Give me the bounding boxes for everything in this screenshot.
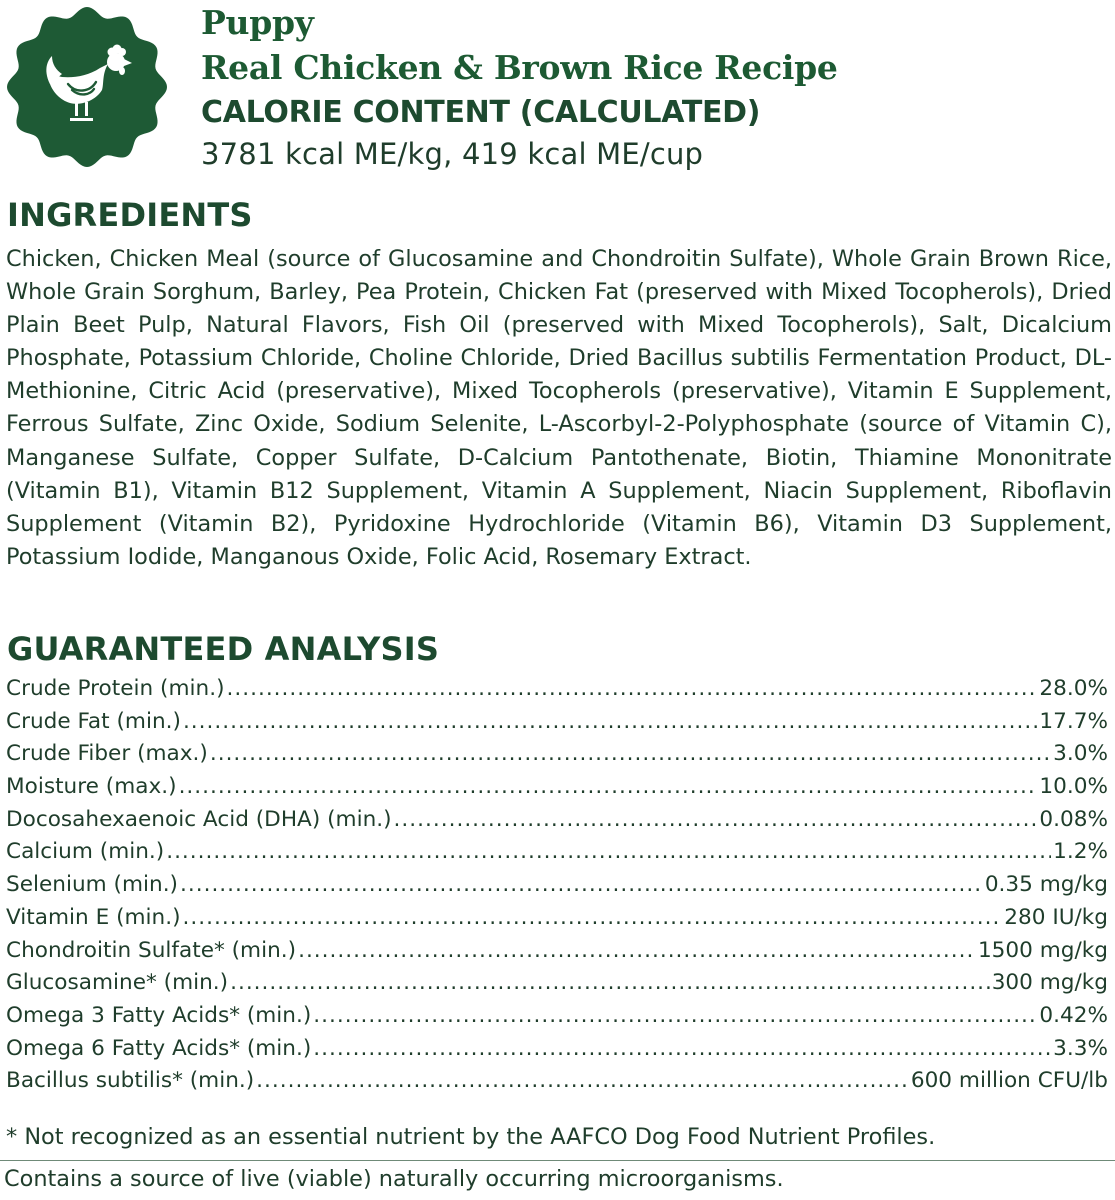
- analysis-table: [6, 676, 1108, 1101]
- dot-leader: [313, 1036, 1051, 1061]
- calorie-heading: CALORIE CONTENT (CALCULATED): [201, 95, 761, 130]
- nutrient-name: Crude Fat (min.): [6, 708, 181, 734]
- nutrient-value: 1.2%: [1053, 839, 1108, 865]
- dot-leader: [183, 905, 1003, 930]
- nutrient-value: 28.0%: [1039, 676, 1108, 701]
- nutrient-name: Omega 6 Fatty Acids* (min.): [6, 1035, 312, 1061]
- nutrient-name: Omega 3 Fatty Acids* (min.): [6, 1002, 312, 1028]
- nutrient-value: 0.35 mg/kg: [984, 872, 1108, 898]
- dot-leader: [230, 970, 990, 995]
- dot-leader: [166, 839, 1051, 864]
- nutrient-value: 280 IU/kg: [1004, 904, 1108, 930]
- analysis-row: [6, 741, 1108, 774]
- dot-leader: [394, 807, 1038, 832]
- nutrient-value: 0.42%: [1039, 1002, 1108, 1028]
- nutrient-value: 17.7%: [1039, 708, 1108, 734]
- analysis-row: [6, 807, 1108, 840]
- microorganisms-note: Contains a source of live (viable) naturally occurring microorganisms.: [4, 1166, 784, 1192]
- dot-leader: [210, 741, 1051, 766]
- footnote: * Not recognized as an essential nutrient by the AAFCO Dog Food Nutrient Profiles.: [6, 1124, 936, 1150]
- nutrient-value: 10.0%: [1039, 774, 1108, 800]
- nutrient-name: Crude Fiber (max.): [6, 741, 208, 767]
- divider: [0, 1160, 1115, 1161]
- dot-leader: [183, 709, 1037, 734]
- dot-leader: [227, 676, 1038, 701]
- calorie-value: 3781 kcal ME/kg, 419 kcal ME/cup: [201, 137, 704, 171]
- nutrient-value: 300 mg/kg: [991, 970, 1108, 996]
- recipe-name: Real Chicken & Brown Rice Recipe: [201, 48, 838, 87]
- dot-leader: [298, 938, 976, 963]
- dot-leader: [256, 1068, 909, 1093]
- nutrient-name: Crude Protein (min.): [6, 676, 225, 701]
- dot-leader: [180, 872, 983, 897]
- dot-leader: [179, 774, 1038, 799]
- analysis-row: [6, 676, 1108, 709]
- analysis-row: [6, 938, 1108, 971]
- nutrient-name: Glucosamine* (min.): [6, 970, 229, 996]
- ingredients-text: Chicken, Chicken Meal (source of Glucosamine and Chondroitin Sulfate), Whole Grain Brown Rice, Whole Grain Sorghum, Barley, Pea Protein, Chicken Fat (preserved with Mixed Tocopherols), Dried Plain Beet Pulp, Natural Flavors, Fish Oil (preserved with Mixed Tocopherols), Salt, Dicalcium Phosphate, Potassium Chloride, Choline Chloride, Dried Bacillus subtilis Fermentation Product, DL-Methionine, Citric Acid (preservative), Mixed Tocopherols (preservative), Vitamin E Supplement, Ferrous Sulfate, Zinc Oxide, Sodium Selenite, L-Ascorbyl-2-Polyphosphate (source of Vitamin C), Manganese Sulfate, Copper Sulfate, D-Calcium Pantothenate, Biotin, Thiamine Mononitrate (Vitamin B1), Vitamin B12 Supplement, Vitamin A Supplement, Niacin Supplement, Riboflavin Supplement (Vitamin B2), Pyridoxine Hydrochloride (Vitamin B6), Vitamin D3 Supplement, Potassium Iodide, Manganous Oxide, Folic Acid, Rosemary Extract.: [6, 246, 1112, 570]
- analysis-row: [6, 872, 1108, 905]
- product-header: [201, 0, 1101, 172]
- analysis-row: [6, 839, 1108, 872]
- analysis-row: [6, 905, 1108, 938]
- nutrient-value: 0.08%: [1039, 806, 1108, 832]
- nutrient-value: 3.3%: [1053, 1035, 1108, 1061]
- analysis-row: [6, 774, 1108, 807]
- analysis-row: [6, 1003, 1108, 1036]
- nutrient-name: Calcium (min.): [6, 839, 165, 865]
- nutrient-name: Bacillus subtilis* (min.): [6, 1068, 255, 1094]
- nutrient-value: 1500 mg/kg: [977, 937, 1108, 963]
- product-line: Puppy: [201, 3, 314, 42]
- analysis-heading: GUARANTEED ANALYSIS: [7, 630, 440, 668]
- analysis-row: [6, 1068, 1108, 1101]
- nutrient-name: Moisture (max.): [6, 774, 177, 800]
- nutrient-name: Chondroitin Sulfate* (min.): [6, 937, 297, 963]
- analysis-row: [6, 709, 1108, 742]
- nutrient-name: Docosahexaenoic Acid (DHA) (min.): [6, 806, 392, 832]
- dot-leader: [313, 1003, 1037, 1028]
- analysis-row: [6, 1036, 1108, 1069]
- ingredients-heading: INGREDIENTS: [7, 196, 253, 234]
- analysis-row: [6, 970, 1108, 1003]
- nutrient-name: Selenium (min.): [6, 872, 178, 898]
- chicken-badge: [4, 4, 170, 170]
- nutrient-value: 3.0%: [1053, 741, 1108, 767]
- nutrient-value: 600 million CFU/lb: [910, 1068, 1108, 1094]
- nutrient-name: Vitamin E (min.): [6, 904, 181, 930]
